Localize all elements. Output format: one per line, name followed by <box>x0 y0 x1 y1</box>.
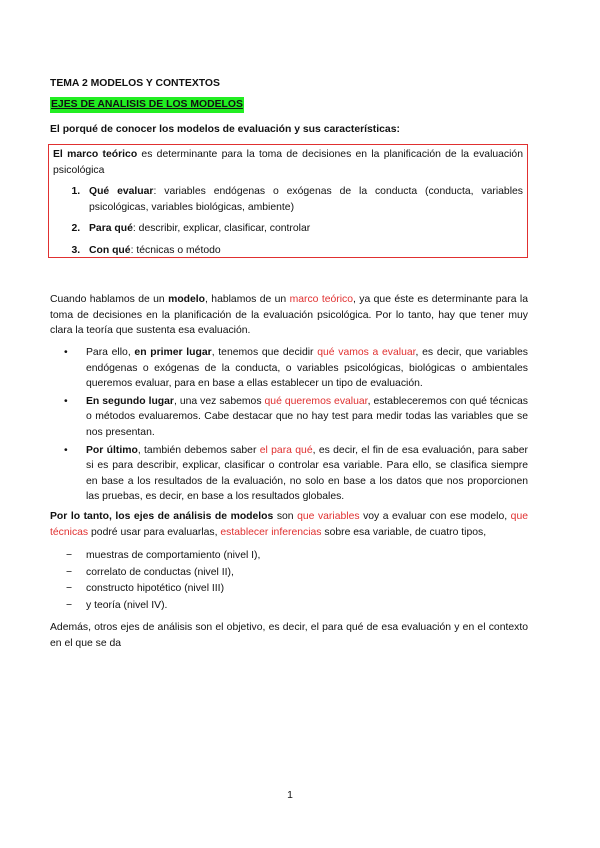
bullet-icon: • <box>64 444 68 456</box>
document-title: TEMA 2 MODELOS Y CONTEXTOS <box>50 78 220 89</box>
bullet-icon: • <box>64 395 68 407</box>
text-run: , también debemos saber <box>137 444 260 456</box>
dash-list <box>50 548 260 614</box>
dash-item-text: muestras de comportamiento (nivel I), <box>86 550 261 561</box>
dash-item-text: constructo hipotético (nivel III) <box>86 583 225 595</box>
box-item-label: Con qué <box>89 244 131 256</box>
red-run: qué queremos evaluar <box>264 395 368 407</box>
dash-icon: − <box>66 599 73 611</box>
box-item-text: : técnicas o método <box>130 244 221 256</box>
text-run: , es decir, el fin de esa evaluación, para saber si es para describir, explicar, clasificar o controlar esa variable. Para ello, se clasifica siempre en base a los resultados de la evaluación, no solo en base a los datos que nos proporcionen las pruebas, es decir, en base a los resultados globales. <box>86 444 529 503</box>
bold-run: Por lo tanto, los ejes de análisis de modelos <box>50 511 274 522</box>
box-item-label: Qué evaluar <box>89 186 154 198</box>
theory-box <box>48 144 528 258</box>
text-run: , tenemos que decidir <box>211 347 318 358</box>
subheading: El porqué de conocer los modelos de evaluación y sus características: <box>50 124 400 135</box>
dash-item <box>50 565 260 581</box>
bullet-list <box>50 345 528 507</box>
bullet-icon: • <box>64 347 68 358</box>
text-run: son <box>273 511 298 522</box>
box-item-text: : describir, explicar, clasificar, controlar <box>132 223 311 235</box>
dash-icon: − <box>66 583 73 595</box>
box-item-text: : variables endógenas o exógenas de la conducta (conducta, variables psicológicas, variables biológicas, ambiente) <box>89 186 523 213</box>
box-intro-bold: El marco teórico <box>53 149 138 160</box>
dash-item <box>50 548 260 564</box>
red-run: qué vamos a evaluar <box>317 347 416 358</box>
dash-item-text: y teoría (nivel IV). <box>86 599 168 611</box>
text-run: , hablamos de un <box>205 294 290 305</box>
text-run: Para ello, <box>86 347 135 358</box>
box-intro <box>53 147 523 178</box>
paragraph-other-axes: Además, otros ejes de análisis son el objetivo, es decir, el para qué de esa evaluación y en el contexto en el que se da <box>50 622 528 649</box>
bold-run: en primer lugar <box>134 347 212 358</box>
bullet-item <box>64 443 529 505</box>
text-run: , una vez sabemos <box>173 395 265 407</box>
red-run: el para qué <box>259 444 313 456</box>
red-run: establecer inferencias <box>220 526 322 538</box>
page-number: 1 <box>287 790 293 801</box>
text-run: sobre esa variable, de cuatro tipos, <box>321 526 487 538</box>
text-run: , es decir, que variables endógenas o exógenas de la conducta, o variables psicológicas, biológicas o ambientales queremos evaluar, para en base a ellas establecer un tipo de evaluación. <box>86 347 528 390</box>
text-run: , ya que éste es determinante para la toma de decisiones en la planificación de la evaluación psicológica. Por lo tanto, hay que tener muy clara la teoría que sustenta esa evaluación. <box>50 294 528 337</box>
section-heading: EJES DE ANALISIS DE LOS MODELOS <box>50 97 244 113</box>
dash-icon: − <box>66 566 73 578</box>
box-list <box>53 184 523 258</box>
red-run: que técnicas <box>50 511 529 538</box>
dash-item <box>50 581 260 597</box>
red-run: que variables <box>297 511 360 522</box>
bold-run: Por último <box>86 444 138 456</box>
text-run: Cuando hablamos de un <box>50 294 169 305</box>
bullet-item <box>64 394 528 441</box>
box-intro-text: es determinante para la toma de decisiones en la planificación de la evaluación psicológica <box>53 149 523 176</box>
box-list-item <box>83 243 523 259</box>
paragraph-model <box>50 292 528 339</box>
dash-item-text: correlato de conductas (nivel II), <box>86 566 234 578</box>
dash-icon: − <box>66 550 73 561</box>
red-run: marco teórico <box>289 294 354 305</box>
bold-run: En segundo lugar <box>86 395 174 407</box>
box-list-item <box>83 221 523 237</box>
box-list-item <box>83 184 523 215</box>
box-item-label: Para qué <box>89 223 133 235</box>
dash-item <box>50 598 260 614</box>
text-run: , estableceremos con qué técnicas o métodos evaluaremos. Cabe destacar que no hay test para medir todas las variables que se nos presentan. <box>86 395 528 438</box>
bullet-item <box>64 345 528 392</box>
text-run: podré usar para evaluarlas, <box>88 526 221 538</box>
paragraph-axes <box>50 509 528 540</box>
text-run: voy a evaluar con ese modelo, <box>359 511 511 522</box>
bold-run: modelo <box>168 294 206 305</box>
